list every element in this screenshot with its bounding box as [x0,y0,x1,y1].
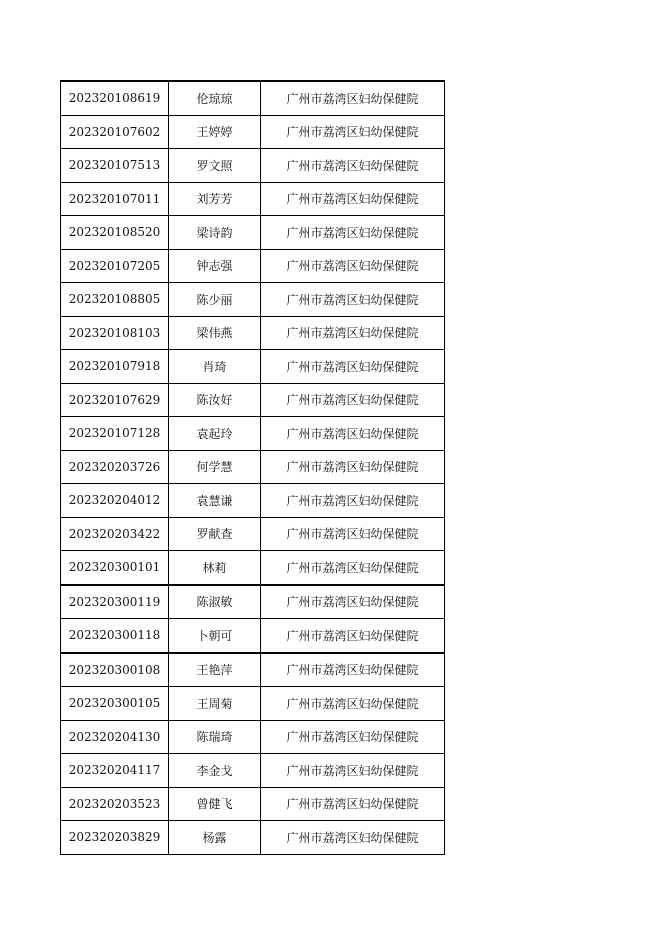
candidate-org-cell: 广州市荔湾区妇幼保健院 [261,316,445,350]
candidate-name-cell: 罗文照 [169,149,261,183]
table-row [61,551,445,585]
candidate-name-cell: 陈瑞琦 [169,720,261,754]
candidate-org-cell: 广州市荔湾区妇幼保健院 [261,517,445,551]
candidate-org-cell: 广州市荔湾区妇幼保健院 [261,149,445,183]
candidate-id-cell: 202320203829 [61,821,169,855]
table-row [61,484,445,518]
candidate-table-body [61,81,445,854]
table-row [61,787,445,821]
candidate-org-cell: 广州市荔湾区妇幼保健院 [261,754,445,788]
candidate-name-cell: 袁起玲 [169,417,261,451]
table-row [61,517,445,551]
candidate-id-cell: 202320107205 [61,249,169,283]
candidate-org-cell: 广州市荔湾区妇幼保健院 [261,720,445,754]
candidate-org-cell: 广州市荔湾区妇幼保健院 [261,283,445,317]
candidate-org-cell: 广州市荔湾区妇幼保健院 [261,417,445,451]
candidate-id-cell: 202320203726 [61,450,169,484]
candidate-name-cell: 梁伟燕 [169,316,261,350]
candidate-name-cell: 伦琼琼 [169,81,261,115]
candidate-name-cell: 陈汝好 [169,383,261,417]
candidate-org-cell: 广州市荔湾区妇幼保健院 [261,787,445,821]
candidate-name-cell: 钟志强 [169,249,261,283]
candidate-name-cell: 陈少丽 [169,283,261,317]
table-row [61,283,445,317]
candidate-id-cell: 202320300118 [61,619,169,653]
candidate-org-cell: 广州市荔湾区妇幼保健院 [261,249,445,283]
candidate-id-cell: 202320107513 [61,149,169,183]
candidate-id-cell: 202320108805 [61,283,169,317]
candidate-org-cell: 广州市荔湾区妇幼保健院 [261,653,445,687]
candidate-id-cell: 202320107918 [61,350,169,384]
candidate-id-cell: 202320204117 [61,754,169,788]
candidate-id-cell: 202320204012 [61,484,169,518]
candidate-org-cell: 广州市荔湾区妇幼保健院 [261,821,445,855]
candidate-id-cell: 202320300105 [61,687,169,721]
table-row [61,249,445,283]
table-row [61,81,445,115]
table-row [61,115,445,149]
candidate-name-cell: 刘芳芳 [169,182,261,216]
table-row [61,619,445,653]
candidate-id-cell: 202320108619 [61,81,169,115]
candidate-id-cell: 202320300101 [61,551,169,585]
candidate-name-cell: 何学慧 [169,450,261,484]
candidate-name-cell: 梁诗韵 [169,216,261,250]
candidate-org-cell: 广州市荔湾区妇幼保健院 [261,350,445,384]
candidate-id-cell: 202320107629 [61,383,169,417]
candidate-name-cell: 卜朝可 [169,619,261,653]
candidate-table [60,80,445,855]
candidate-id-cell: 202320300108 [61,653,169,687]
candidate-name-cell: 林莉 [169,551,261,585]
candidate-name-cell: 陈淑敏 [169,585,261,619]
table-row [61,383,445,417]
candidate-id-cell: 202320108520 [61,216,169,250]
candidate-org-cell: 广州市荔湾区妇幼保健院 [261,81,445,115]
table-row [61,149,445,183]
candidate-name-cell: 王周菊 [169,687,261,721]
table-row [61,182,445,216]
candidate-id-cell: 202320108103 [61,316,169,350]
candidate-name-cell: 王婷婷 [169,115,261,149]
table-row [61,754,445,788]
table-row [61,216,445,250]
candidate-name-cell: 肖琦 [169,350,261,384]
candidate-id-cell: 202320107602 [61,115,169,149]
candidate-org-cell: 广州市荔湾区妇幼保健院 [261,216,445,250]
candidate-name-cell: 李金戈 [169,754,261,788]
candidate-org-cell: 广州市荔湾区妇幼保健院 [261,619,445,653]
table-row [61,585,445,619]
candidate-name-cell: 袁慧谦 [169,484,261,518]
candidate-org-cell: 广州市荔湾区妇幼保健院 [261,383,445,417]
candidate-org-cell: 广州市荔湾区妇幼保健院 [261,585,445,619]
table-row [61,450,445,484]
candidate-id-cell: 202320300119 [61,585,169,619]
table-row [61,720,445,754]
candidate-org-cell: 广州市荔湾区妇幼保健院 [261,450,445,484]
candidate-id-cell: 202320204130 [61,720,169,754]
table-row [61,417,445,451]
table-row [61,350,445,384]
candidate-org-cell: 广州市荔湾区妇幼保健院 [261,687,445,721]
candidate-name-cell: 杨露 [169,821,261,855]
candidate-id-cell: 202320203523 [61,787,169,821]
candidate-name-cell: 曾健飞 [169,787,261,821]
candidate-org-cell: 广州市荔湾区妇幼保健院 [261,484,445,518]
table-row [61,316,445,350]
candidate-org-cell: 广州市荔湾区妇幼保健院 [261,551,445,585]
candidate-org-cell: 广州市荔湾区妇幼保健院 [261,115,445,149]
candidate-name-cell: 王艳萍 [169,653,261,687]
candidate-id-cell: 202320107011 [61,182,169,216]
candidate-id-cell: 202320107128 [61,417,169,451]
candidate-name-cell: 罗献查 [169,517,261,551]
table-row [61,687,445,721]
candidate-org-cell: 广州市荔湾区妇幼保健院 [261,182,445,216]
table-row [61,653,445,687]
table-row [61,821,445,855]
candidate-id-cell: 202320203422 [61,517,169,551]
